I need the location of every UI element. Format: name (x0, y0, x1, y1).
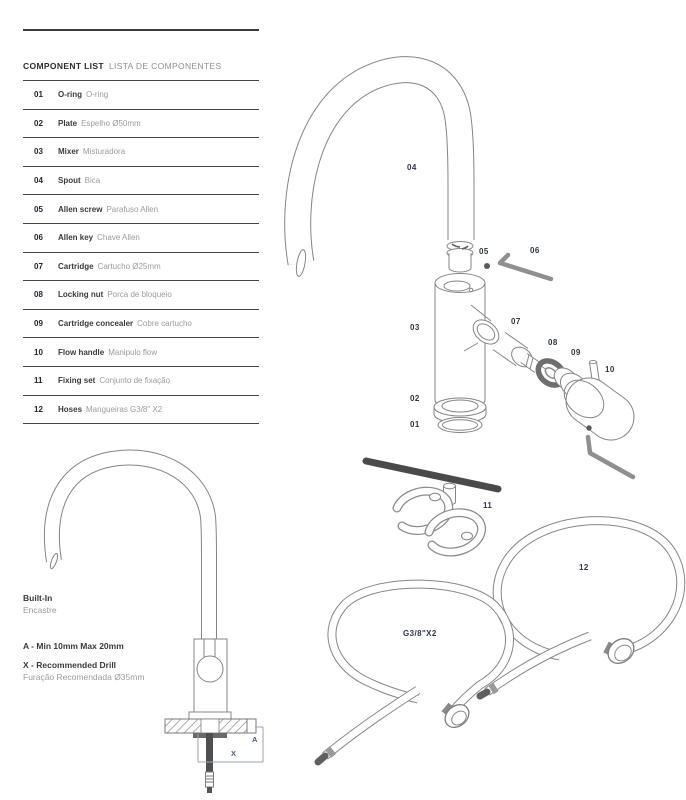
part-number: 03 (34, 147, 43, 157)
part-label-09: 09 (571, 348, 581, 357)
built-in-title-en: Built-In (23, 593, 53, 603)
hose-left-drawing (318, 584, 510, 762)
component-list-header (23, 31, 259, 80)
dimension-label-a: A (252, 735, 258, 744)
part-name-pt: Espelho Ø50mm (81, 118, 141, 128)
part-label-11: 11 (483, 501, 493, 510)
hose-right-drawing (480, 521, 681, 696)
part-name-en: O-ring (58, 90, 82, 100)
part-name-en: Plate (58, 118, 78, 128)
fixing-set-drawing (366, 461, 498, 552)
part-name-en: Cartridge (58, 261, 94, 271)
part-name-en: Allen key (58, 233, 94, 243)
oring-drawing (438, 418, 482, 433)
component-row-09 (23, 309, 259, 338)
part-name-en: Hoses (58, 404, 83, 414)
part-name-en: Spout (58, 176, 81, 186)
component-row-05 (23, 194, 259, 223)
part-label-08: 08 (548, 338, 558, 347)
built-in-title-pt: Encastre (23, 605, 57, 615)
part-number: 12 (34, 404, 43, 414)
allen-key-drawing (500, 255, 551, 279)
component-list (23, 29, 259, 424)
component-list-title-pt: LISTA DE COMPONENTES (108, 61, 222, 71)
part-number: 11 (34, 376, 43, 386)
component-row-04 (23, 166, 259, 195)
component-row-12 (23, 395, 259, 425)
countertop-drawing (165, 719, 256, 793)
part-name-en: Flow handle (58, 347, 105, 357)
part-number: 01 (34, 90, 43, 100)
part-name-en: Allen screw (58, 204, 103, 214)
component-row-10 (23, 337, 259, 366)
part-number: 06 (34, 233, 43, 243)
component-row-08 (23, 280, 259, 309)
part-name-pt: Parafuso Allen (106, 204, 159, 214)
part-label-07: 07 (511, 317, 521, 326)
part-number: 04 (34, 176, 43, 186)
built-in-notes (23, 592, 144, 683)
part-number: 07 (34, 261, 43, 271)
part-number: 02 (34, 118, 43, 128)
dim-x-note-en: X - Recommended Drill (23, 660, 117, 670)
dim-x-note-pt: Furação Recomendada Ø35mm (23, 672, 145, 682)
part-name-pt: Chave Allen (97, 233, 140, 243)
part-name-pt: Manipulo flow (108, 347, 158, 357)
exploded-spout-drawing (295, 70, 461, 277)
part-name-en: Locking nut (58, 290, 104, 300)
part-number: 09 (34, 319, 43, 329)
component-row-07 (23, 252, 259, 281)
component-row-01 (23, 80, 259, 109)
part-label-06: 06 (530, 246, 540, 255)
part-label-05: 05 (479, 247, 489, 256)
part-name-pt: Cartucho Ø25mm (97, 261, 161, 271)
part-name-pt: Cobre cartucho (137, 319, 192, 329)
part-name-en: Mixer (58, 147, 79, 157)
component-row-11 (23, 366, 259, 395)
component-row-02 (23, 109, 259, 138)
part-number: 08 (34, 290, 43, 300)
component-row-06 (23, 223, 259, 252)
part-name-pt: Conjunto de fixação (99, 376, 171, 386)
part-label-02: 02 (410, 394, 420, 403)
hose-size-label: G3/8"X2 (403, 629, 437, 638)
dim-a-note: A - Min 10mm Max 20mm (23, 641, 124, 651)
component-list-title-en: COMPONENT LIST (23, 61, 104, 71)
part-name-pt: Porca de bloqueio (107, 290, 172, 300)
part-name-pt: Mangueiras G3/8" X2 (86, 404, 163, 414)
allen-screw-drawing (484, 263, 490, 269)
part-label-01: 01 (410, 420, 420, 429)
dimension-label-x: X (231, 749, 237, 758)
part-name-pt: O-ring (86, 90, 109, 100)
mixer-body-drawing (435, 274, 485, 410)
part-label-04: 04 (407, 163, 417, 172)
part-name-en: Cartridge concealer (58, 319, 134, 329)
part-label-10: 10 (605, 365, 615, 374)
part-number: 05 (34, 204, 43, 214)
part-label-03: 03 (410, 323, 420, 332)
allen-screw-2-drawing (586, 425, 591, 430)
part-name-en: Fixing set (58, 376, 96, 386)
component-row-03 (23, 137, 259, 166)
allen-key-2-drawing (588, 437, 633, 477)
part-name-pt: Bica (84, 176, 101, 186)
part-number: 10 (34, 347, 43, 357)
part-label-12: 12 (579, 563, 589, 572)
spout-connector-drawing (447, 242, 473, 273)
part-name-pt: Misturadora (82, 147, 126, 157)
